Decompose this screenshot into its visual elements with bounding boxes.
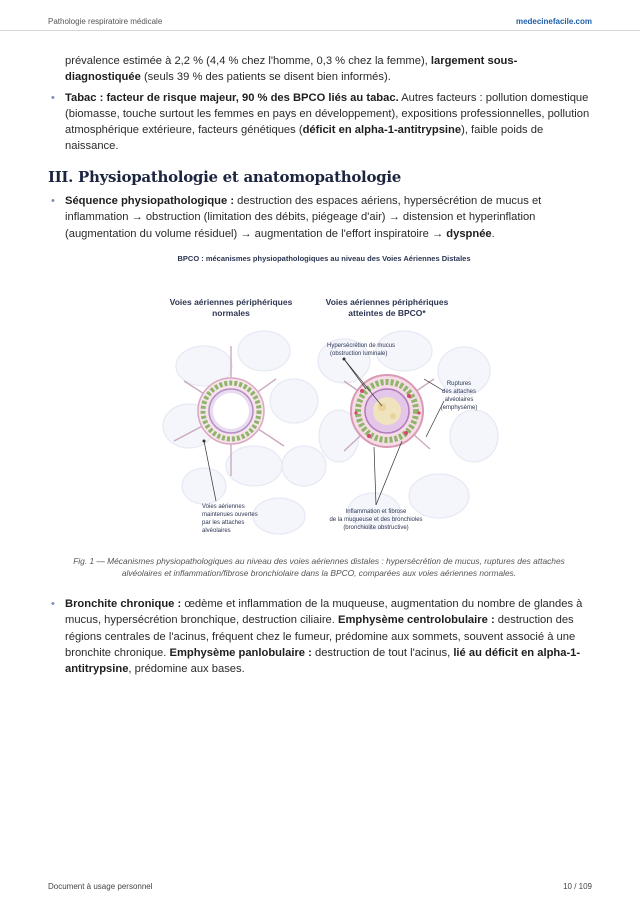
left-panel-title-2: normales — [212, 307, 250, 318]
label-open-4: alvéolaires — [202, 527, 231, 534]
label-mucus-2: (obstruction luminale) — [330, 350, 388, 357]
text: destruction des espaces aériens, hypersécrétion de mucus et inflammation → obstruction (limitation des débits, piégeage d'air) → distension et hyperinflation (augmentation du volume résiduel) → augmentation de l'effort inspiratoire → — [65, 195, 542, 240]
section-title: III. Physiopathologie et anatomopathologie — [48, 167, 401, 186]
emphasis: lié au déficit en alpha-1-antitrypsine — [65, 646, 581, 676]
figure-bpco-mechanisms — [144, 251, 504, 547]
label-open-1: Voies aériennes — [202, 503, 245, 510]
emphasis: déficit en alpha-1-antitrypsine — [302, 124, 462, 137]
text: destruction des régions centrales de l'acinus, fréquent chez le fumeur, prédomine aux sommets, souvent associé à une bronchite chronique. — [65, 614, 576, 659]
left-panel-title-1: Voies aériennes périphériques — [169, 296, 293, 307]
bullet-sequence — [48, 193, 590, 242]
header-title: Pathologie respiratoire médicale — [48, 16, 163, 26]
right-panel-title-2: atteintes de BPCO* — [348, 307, 426, 318]
page-content — [48, 53, 590, 681]
emphasis: largement sous-diagnostiquée — [65, 55, 518, 84]
text: œdème et inflammation de la muqueuse, augmentation du nombre de glandes à mucus, hypersécrétion bronchique, destruction ciliaire. — [65, 597, 583, 627]
header-divider — [0, 30, 640, 31]
label-open-2: maintenues ouvertes — [202, 511, 258, 518]
header-site-link[interactable]: medecinefacile.com — [515, 16, 592, 26]
emphasis: Emphysème centrolobulaire : — [338, 614, 495, 627]
emphasis: Bronchite chronique : — [65, 597, 182, 610]
continued-paragraph — [48, 53, 590, 86]
emphasis: Séquence physiopathologique : — [65, 195, 235, 208]
label-ruptures-3: alvéolaires — [444, 396, 474, 403]
text: (seuls 39 % des patients se disent bien informés). — [140, 71, 391, 84]
text: ), faible poids de naissance. — [65, 124, 544, 153]
figure-illustration — [144, 251, 504, 547]
bullet-lesions — [48, 596, 590, 677]
label-inflammation-1: Inflammation et fibrose — [345, 508, 407, 515]
right-panel-title-1: Voies aériennes périphériques — [325, 296, 449, 307]
figure-caption: Fig. 1 — Mécanismes physiopathologiques au niveau des voies aériennes distales : hypersécrétion de mucus, ruptures des attaches alvéolaires et inflammation/fibrose bronchiolaire dans la BPCO, comparées aux voies aériennes normales. — [73, 555, 565, 579]
text: . — [491, 227, 495, 240]
page-number: 10 / 109 — [563, 882, 592, 891]
label-mucus-1: Hypersécrétion de mucus — [327, 342, 396, 349]
label-ruptures-2: des attaches — [441, 388, 477, 395]
label-ruptures-4: (emphysème) — [440, 404, 478, 411]
text: Autres facteurs : pollution domestique (biomasse, touche surtout les femmes en pays en développement), expositions professionnelles, pollution atmosphérique extérieure, facteurs génétiques ( — [65, 91, 590, 137]
label-inflammation-3: (bronchiolite obstructive) — [343, 524, 409, 531]
page-footer — [48, 882, 592, 891]
label-ruptures-1: Ruptures — [446, 380, 472, 387]
bullet-tabac — [48, 90, 590, 155]
emphasis: dyspnée — [446, 227, 492, 240]
label-open-3: par les attaches — [202, 519, 245, 526]
figure-title: BPCO : mécanismes physiopathologiques au niveau des Voies Aériennes Distales — [177, 253, 471, 263]
emphasis: Tabac : facteur de risque majeur, 90 % des BPCO liés au tabac. — [65, 91, 399, 104]
emphasis: Emphysème panlobulaire : — [169, 646, 312, 659]
text: destruction de tout l'acinus, — [311, 646, 454, 659]
footer-note: Document à usage personnel — [48, 882, 153, 891]
text: , prédomine aux bases. — [128, 663, 245, 676]
page-header — [48, 14, 592, 28]
text: prévalence estimée à 2,2 % (4,4 % chez l'homme, 0,3 % chez la femme), — [65, 55, 431, 67]
label-inflammation-2: de la muqueuse et des bronchioles — [329, 516, 423, 523]
